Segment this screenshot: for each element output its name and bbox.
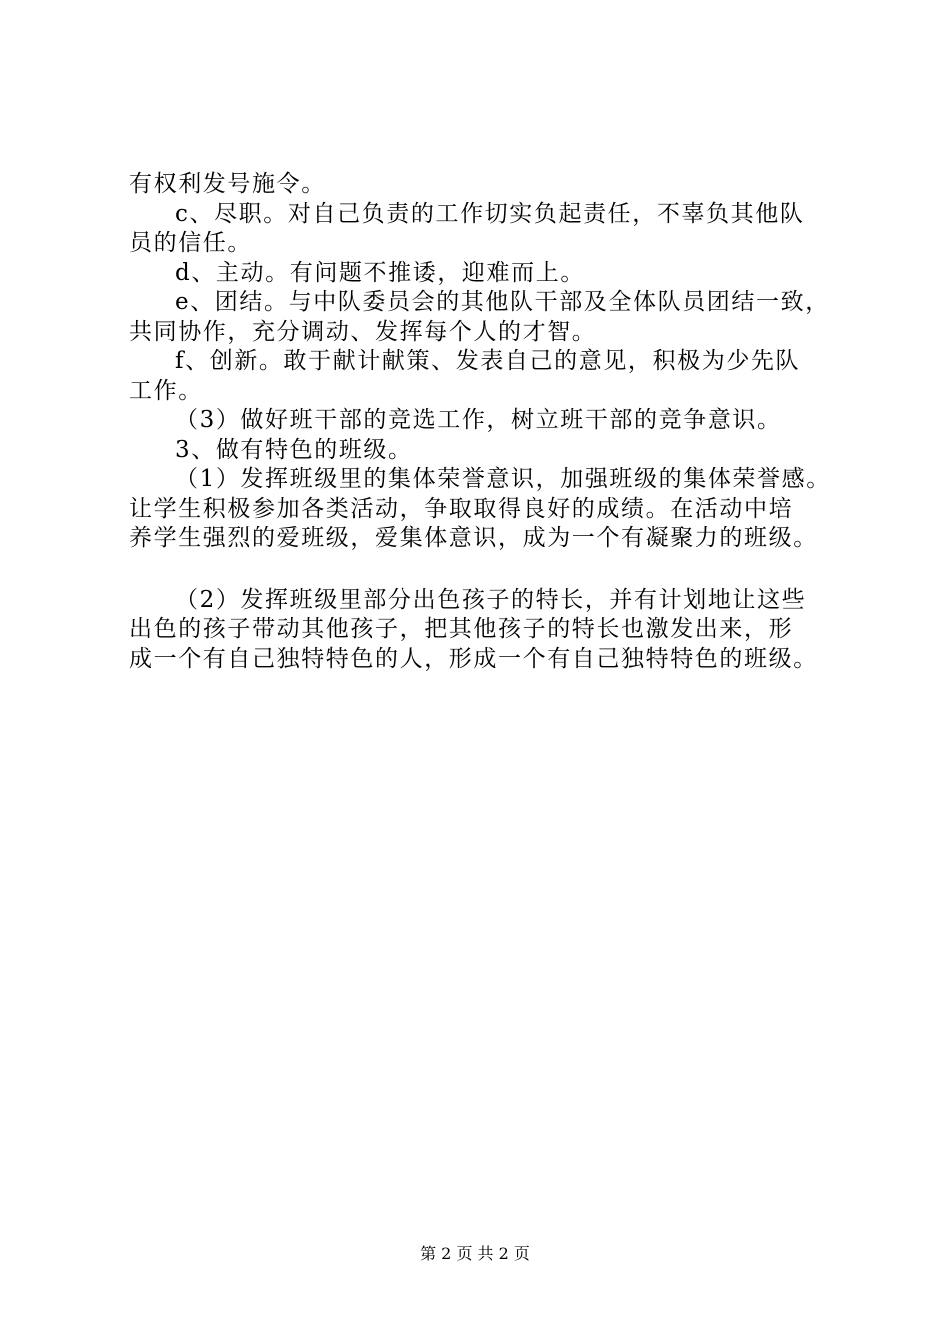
text-line: e、团结。与中队委员会的其他队干部及全体队员团结一致， [175,289,830,315]
text-line: d、主动。有问题不推诿，迎难而上。 [175,259,585,286]
text-line: （2）发挥班级里部分出色孩子的特长，并有计划地让这些 [175,586,807,613]
text-line: 员的信任。 [129,230,252,256]
document-body [129,170,849,674]
paragraph-gap [129,554,849,586]
text-line: f、创新。敢于献计献策、发表自己的意见，积极为少先队 [175,348,801,374]
page-number-footer: 第 2 页 共 2 页 [420,1244,530,1263]
text-line: 让学生积极参加各类活动，争取取得良好的成绩。在活动中培 [129,495,794,522]
section-heading: 3、做有特色的班级。 [175,436,413,463]
text-line: （3）做好班干部的竞选工作，树立班干部的竞争意识。 [175,407,782,433]
text-line: 养学生强烈的爱班级，爱集体意识，成为一个有凝聚力的班级。 [129,525,818,551]
text-line: 出色的孩子带动其他孩子，把其他孩子的特长也激发出来，形 [129,616,794,642]
text-line: 共同协作，充分调动、发挥每个人的才智。 [129,318,597,345]
text-line: c、尽职。对自己负责的工作切实负起责任，不辜负其他队 [175,200,805,227]
text-line: （1）发挥班级里的集体荣誉意识，加强班级的集体荣誉感。 [175,466,831,492]
text-line: 工作。 [129,377,203,404]
text-line: 有权利发号施令。 [129,171,326,197]
text-line: 成一个有自己独特特色的人，形成一个有自己独特特色的班级。 [129,645,818,672]
